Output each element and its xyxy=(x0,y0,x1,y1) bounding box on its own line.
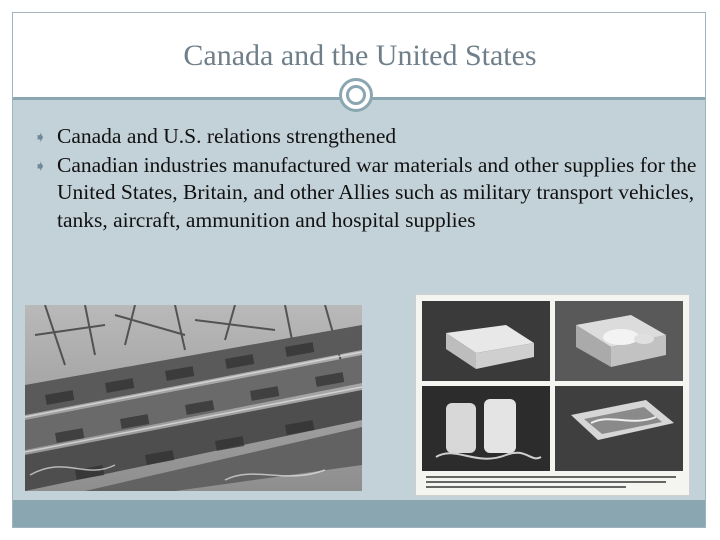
slide-title: Canada and the United States xyxy=(183,39,537,72)
bullet-arrow-icon: ➧ xyxy=(34,130,47,146)
bullet-text: Canada and U.S. relations strengthened xyxy=(57,124,397,148)
bullet-text: Canadian industries manufactured war materials and other supplies for the United States, Britain, and other Allies such as military transport vehicles, tanks, aircraft, ammunition and hospital supplies xyxy=(57,152,697,232)
circle-ornament-icon xyxy=(339,78,373,112)
footer-bar xyxy=(13,500,705,527)
bullet-list xyxy=(30,123,700,235)
bullet-arrow-icon: ➧ xyxy=(34,158,47,175)
tanks-illustration xyxy=(25,305,362,491)
photo-supplies xyxy=(415,294,690,496)
supplies-illustration xyxy=(416,295,689,495)
photo-tanks xyxy=(25,305,362,491)
bullet-item xyxy=(30,123,700,151)
bullet-item xyxy=(30,152,700,235)
